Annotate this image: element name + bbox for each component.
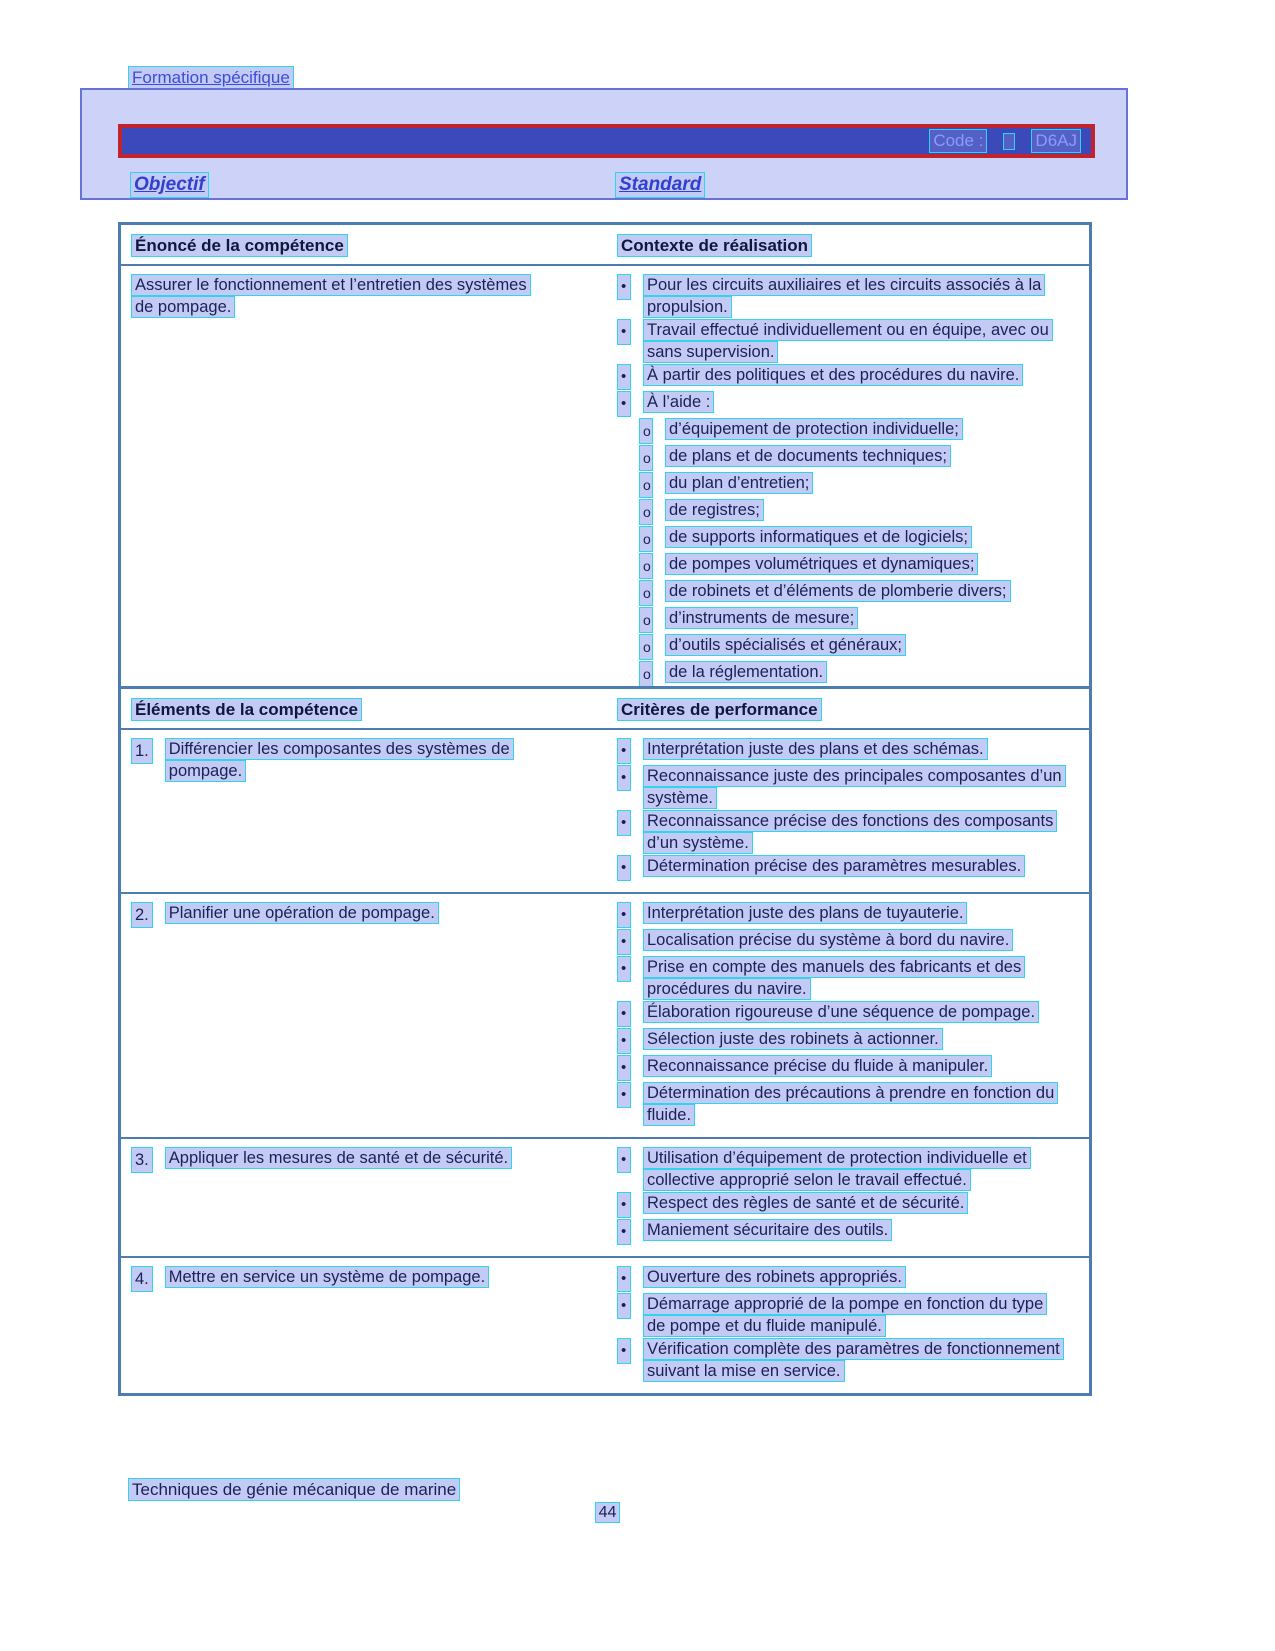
context-cell [605,274,1079,688]
table1-header-row [121,225,1089,266]
element-cell [131,902,605,1127]
bullet-text: de plans et de documents techniques; [665,445,951,467]
column-header-criteres [605,699,1079,721]
bullet-marker: • [617,1001,631,1027]
element-cell [131,738,605,882]
bullet-text-wrap [643,1055,1065,1077]
bullet-text: Reconnaissance précise des fonctions des composants d’un système. [643,810,1057,854]
bullet-text: Prise en compte des manuels des fabricants et des procédures du navire. [643,956,1025,1000]
bullet-text: de pompes volumétriques et dynamiques; [665,553,978,575]
bullet-text: de robinets et d’éléments de plomberie divers; [665,580,1011,602]
bullet-marker: o [639,607,653,633]
context-sub-bullet [639,418,1065,444]
bullet-text: Localisation précise du système à bord du navire. [643,929,1013,951]
bullet-marker: o [639,526,653,552]
bullet-text: Détermination des précautions à prendre en fonction du fluide. [643,1082,1058,1126]
bullet-text: de supports informatiques et de logiciels; [665,526,972,548]
bullet-text: Interprétation juste des plans de tuyauterie. [643,902,967,924]
bullet-text: d’instruments de mesure; [665,607,858,629]
bullet-text: Travail effectué individuellement ou en équipe, avec ou sans supervision. [643,319,1053,363]
context-sub-bullet [639,526,1065,552]
criteria-bullet [617,1082,1065,1126]
bullet-text: Sélection juste des robinets à actionner. [643,1028,943,1050]
criteria-bullet [617,1338,1065,1382]
context-bullet [617,319,1065,363]
bullet-text-wrap [665,526,1065,548]
criteria-cell [605,738,1079,882]
bullet-text-wrap [643,855,1065,877]
column-header-elements [131,699,605,721]
context-sub-bullet [639,607,1065,633]
column-header-enonce [131,235,605,257]
bullet-marker: • [617,274,631,300]
element-number: 2. [131,902,153,928]
criteria-bullet [617,1055,1065,1081]
bullet-marker: • [617,1219,631,1245]
criteria-bullet [617,1001,1065,1027]
bullet-text-wrap [643,956,1065,1000]
context-sub-bullet [639,553,1065,579]
bullet-text-wrap [643,902,1065,924]
bullet-text: Reconnaissance juste des principales composantes d’un système. [643,765,1066,809]
footer-title-text: Techniques de génie mécanique de marine [128,1478,460,1501]
bullet-text-wrap [643,274,1065,318]
bullet-text: Démarrage approprié de la pompe en fonction du type de pompe et du fluide manipulé. [643,1293,1047,1337]
table-row-1 [121,730,1089,892]
bullet-text-wrap [665,418,1065,440]
page-number-text: 44 [595,1502,621,1523]
context-bullet [617,391,1065,417]
criteria-bullet [617,855,1065,881]
element-text-wrap [165,1266,545,1288]
bullet-marker: • [617,810,631,836]
bullet-list [617,1266,1065,1382]
bullet-text-wrap [665,472,1065,494]
element-text: Différencier les composantes des systèmes de pompage. [165,738,514,782]
column-header-text: Contexte de réalisation [617,234,812,257]
context-sub-bullet [639,445,1065,471]
element-text: Planifier une opération de pompage. [165,902,439,924]
bullet-list [617,738,1065,881]
bullet-list [617,274,1065,417]
bullet-marker: • [617,1055,631,1081]
bullet-text-wrap [665,661,1065,683]
bullet-text-wrap [643,1028,1065,1050]
bullet-text-wrap [665,445,1065,467]
criteria-bullet [617,929,1065,955]
bullet-text-wrap [665,634,1065,656]
bullet-text-wrap [643,765,1065,809]
bullet-text-wrap [643,1192,1065,1214]
bullet-marker: o [639,445,653,471]
bullet-marker: • [617,1293,631,1319]
bullet-text-wrap [665,553,1065,575]
element-text-wrap [165,1147,545,1169]
bullet-text: de registres; [665,499,764,521]
bullet-marker: o [639,661,653,687]
element-text-wrap [165,738,545,782]
table-row [121,266,1089,698]
bullet-text: Interprétation juste des plans et des schémas. [643,738,988,760]
bullet-text: Utilisation d’équipement de protection individuelle et collective approprié selon le travail effectué. [643,1147,1031,1191]
column-header-text: Énoncé de la compétence [131,234,348,257]
criteria-bullet [617,902,1065,928]
context-bullet [617,274,1065,318]
bullet-marker: o [639,580,653,606]
bullet-marker: o [639,499,653,525]
title-banner [80,88,1128,200]
bullet-marker: • [617,1192,631,1218]
bullet-marker: • [617,364,631,390]
objectif-label: Objectif [130,172,209,198]
criteria-bullet [617,810,1065,854]
bullet-marker: • [617,1338,631,1364]
column-header-text: Éléments de la compétence [131,698,362,721]
criteria-bullet [617,765,1065,809]
column-header-text: Critères de performance [617,698,822,721]
bullet-text: Pour les circuits auxiliaires et les circuits associés à la propulsion. [643,274,1045,318]
bullet-text-wrap [643,1147,1065,1191]
criteria-bullet [617,1147,1065,1191]
bullet-marker: • [617,391,631,417]
competence-statement-cell [131,274,605,688]
bullet-marker: o [639,553,653,579]
bullet-text-wrap [643,1082,1065,1126]
code-label: Code : [929,129,987,153]
element-text: Appliquer les mesures de santé et de sécurité. [165,1147,512,1169]
competence-context-table [118,222,1092,701]
standard-label: Standard [615,172,705,198]
bullet-text-wrap [665,580,1065,602]
element-text: Mettre en service un système de pompage. [165,1266,489,1288]
bullet-marker: o [639,634,653,660]
table2-header-row [121,689,1089,730]
bullet-text-wrap [643,929,1065,951]
bullet-text: du plan d’entretien; [665,472,813,494]
bullet-list [617,1147,1065,1245]
criteria-bullet [617,1219,1065,1245]
context-sub-bullet [639,499,1065,525]
bullet-text: Respect des règles de santé et de sécurité. [643,1192,968,1214]
column-header-contexte [605,235,1079,257]
bullet-marker: o [639,418,653,444]
bullet-text-wrap [665,499,1065,521]
bullet-marker: o [639,472,653,498]
table-row-2 [121,892,1089,1137]
bullet-text: À partir des politiques et des procédures du navire. [643,364,1023,386]
bullet-marker: • [617,738,631,764]
element-text-wrap [165,902,545,924]
criteria-cell [605,1266,1079,1383]
bullet-marker: • [617,855,631,881]
bullet-marker: • [617,902,631,928]
bullet-text: d’équipement de protection individuelle; [665,418,963,440]
bullet-text-wrap [643,1293,1065,1337]
bullet-text-wrap [643,1219,1065,1241]
bullet-text: Vérification complète des paramètres de fonctionnement suivant la mise en service. [643,1338,1064,1382]
context-sub-bullet [639,580,1065,606]
element-number: 3. [131,1147,153,1173]
sub-bullet-list [639,418,1065,687]
bullet-text: de la réglementation. [665,661,827,683]
bullet-marker: • [617,1082,631,1108]
bullet-marker: • [617,1147,631,1173]
formation-specifique-link[interactable] [128,68,294,88]
bullet-text-wrap [643,391,1065,413]
bullet-text-wrap [643,319,1065,363]
bullet-marker: • [617,929,631,955]
bullet-marker: • [617,1028,631,1054]
bullet-marker: • [617,956,631,982]
formation-specifique-link-text[interactable]: Formation spécifique [128,66,294,89]
criteria-cell [605,1147,1079,1246]
table-row-3 [121,1137,1089,1256]
element-cell [131,1147,605,1246]
context-sub-bullet [639,634,1065,660]
bullet-text-wrap [643,738,1065,760]
bullet-text: À l’aide : [643,391,714,413]
bullet-text-wrap [643,1001,1065,1023]
elements-criteres-table [118,686,1092,1396]
criteria-bullet [617,956,1065,1000]
bullet-marker: • [617,765,631,791]
context-bullet [617,364,1065,390]
criteria-bullet [617,1266,1065,1292]
competence-statement: Assurer le fonctionnement et l’entretien des systèmes de pompage. [131,274,531,318]
element-number: 1. [131,738,153,764]
code-separator [1003,133,1015,150]
bullet-text: Ouverture des robinets appropriés. [643,1266,906,1288]
bullet-text: Maniement sécuritaire des outils. [643,1219,892,1241]
table-row-4 [121,1256,1089,1393]
criteria-bullet [617,1192,1065,1218]
bullet-marker: • [617,319,631,345]
code-bar [118,124,1095,158]
element-number: 4. [131,1266,153,1292]
criteria-bullet [617,1028,1065,1054]
bullet-text: d’outils spécialisés et généraux; [665,634,906,656]
code-value: D6AJ [1031,129,1081,153]
bullet-list [617,902,1065,1126]
criteria-cell [605,902,1079,1127]
bullet-text-wrap [643,364,1065,386]
bullet-text-wrap [643,810,1065,854]
bullet-text-wrap [643,1338,1065,1382]
bullet-marker: • [617,1266,631,1292]
bullet-text: Détermination précise des paramètres mesurables. [643,855,1025,877]
bullet-text: Reconnaissance précise du fluide à manipuler. [643,1055,992,1077]
context-sub-bullet [639,661,1065,687]
bullet-text-wrap [665,607,1065,629]
bullet-text: Élaboration rigoureuse d’une séquence de pompage. [643,1001,1039,1023]
context-sub-bullet [639,472,1065,498]
criteria-bullet [617,1293,1065,1337]
criteria-bullet [617,738,1065,764]
footer-title [128,1480,460,1500]
bullet-text-wrap [643,1266,1065,1288]
element-cell [131,1266,605,1383]
page-number [0,1504,1215,1522]
